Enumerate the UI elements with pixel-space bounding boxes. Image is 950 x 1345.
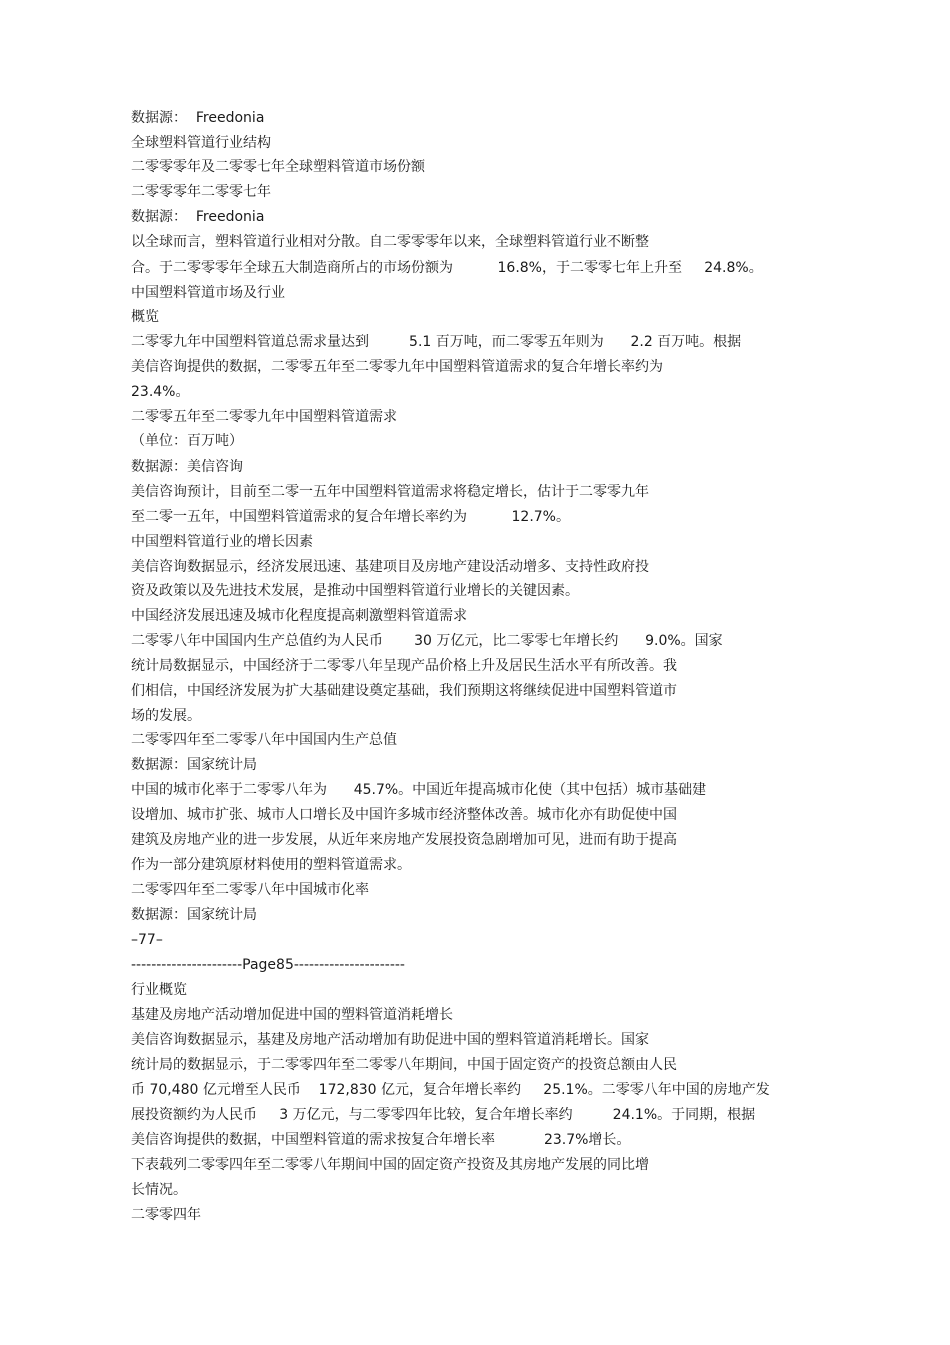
text-line: 美信咨询预计，目前至二零一五年中国塑料管道需求将稳定增长，估计于二零零九年	[131, 484, 649, 500]
text-line: （单位：百万吨）	[131, 433, 243, 449]
text-line: 中国塑料管道行业的增长因素	[131, 534, 313, 550]
text-line: 作为一部分建筑原材料使用的塑料管道需求。	[131, 857, 411, 873]
text-line: 二零零五年至二零零九年中国塑料管道需求	[131, 409, 397, 425]
text-line: 建筑及房地产业的进一步发展，从近年来房地产发展投资急剧增加可见，进而有助于提高	[131, 832, 677, 848]
text-line: 美信咨询数据显示，经济发展迅速、基建项目及房地产建设活动增多、支持性政府投	[131, 559, 649, 575]
text-line: 们相信，中国经济发展为扩大基础建设奠定基础，我们预期这将继续促进中国塑料管道市	[131, 683, 677, 699]
text-line: 二零零九年中国塑料管道总需求量达到 5.1 百万吨，而二零零五年则为 2.2 百万吨。根据	[131, 334, 742, 350]
text-line: 中国塑料管道市场及行业	[131, 285, 285, 301]
text-line: 合。于二零零零年全球五大制造商所占的市场份额为 16.8%，于二零零七年上升至 24.8%。	[131, 260, 763, 276]
text-line: 币 70,480 亿元增至人民币 172,830 亿元，复合年增长率约 25.1%。二零零八年中国的房地产发	[131, 1082, 770, 1098]
text-line: 二零零四年	[131, 1207, 201, 1223]
text-line: 资及政策以及先进技术发展，是推动中国塑料管道行业增长的关键因素。	[131, 583, 579, 599]
text-line: 美信咨询数据显示，基建及房地产活动增加有助促进中国的塑料管道消耗增长。国家	[131, 1032, 649, 1048]
text-line: 展投资额约为人民币 3 万亿元，与二零零四年比较，复合年增长率约 24.1%。于同期，根据	[131, 1107, 756, 1123]
text-line: 统计局的数据显示，于二零零四年至二零零八年期间，中国于固定资产的投资总额由人民	[131, 1057, 677, 1073]
text-line: 行业概览	[131, 982, 187, 998]
text-line: 数据源： Freedonia	[131, 110, 265, 126]
text-line: 数据源：国家统计局	[131, 907, 257, 923]
page-number: –77–	[131, 932, 163, 948]
text-line: 美信咨询提供的数据，二零零五年至二零零九年中国塑料管道需求的复合年增长率约为	[131, 359, 663, 375]
text-line: 下表载列二零零四年至二零零八年期间中国的固定资产投资及其房地产发展的同比增	[131, 1157, 649, 1173]
text-line: 设增加、城市扩张、城市人口增长及中国许多城市经济整体改善。城市化亦有助促使中国	[131, 807, 677, 823]
text-line: 中国的城市化率于二零零八年为 45.7%。中国近年提高城市化使（其中包括）城市基础建	[131, 782, 707, 798]
text-line: 二零零零年二零零七年	[131, 184, 271, 200]
text-line: 数据源：美信咨询	[131, 459, 243, 475]
text-line: 数据源： Freedonia	[131, 209, 265, 225]
text-line: 二零零八年中国国内生产总值约为人民币 30 万亿元，比二零零七年增长约 9.0%。国家	[131, 633, 723, 649]
text-line: 场的发展。	[131, 708, 201, 724]
text-line: 中国经济发展迅速及城市化程度提高刺激塑料管道需求	[131, 608, 467, 624]
text-line: 长情况。	[131, 1182, 187, 1198]
text-line: 基建及房地产活动增加促进中国的塑料管道消耗增长	[131, 1007, 453, 1023]
text-line: 至二零一五年，中国塑料管道需求的复合年增长率约为 12.7%。	[131, 509, 570, 525]
text-line: 概览	[131, 309, 159, 325]
text-line: 全球塑料管道行业结构	[131, 135, 271, 151]
text-line: 美信咨询提供的数据，中国塑料管道的需求按复合年增长率 23.7%增长。	[131, 1132, 631, 1148]
text-line: 以全球而言，塑料管道行业相对分散。自二零零零年以来，全球塑料管道行业不断整	[131, 234, 649, 250]
text-line: 数据源：国家统计局	[131, 757, 257, 773]
text-line: 二零零四年至二零零八年中国国内生产总值	[131, 732, 397, 748]
text-line: 统计局数据显示，中国经济于二零零八年呈现产品价格上升及居民生活水平有所改善。我	[131, 658, 677, 674]
text-line: 二零零零年及二零零七年全球塑料管道市场份额	[131, 159, 425, 175]
text-line: 23.4%。	[131, 384, 190, 400]
text-line: 二零零四年至二零零八年中国城市化率	[131, 882, 369, 898]
page-separator: ----------------------Page85----------------------	[131, 957, 405, 973]
